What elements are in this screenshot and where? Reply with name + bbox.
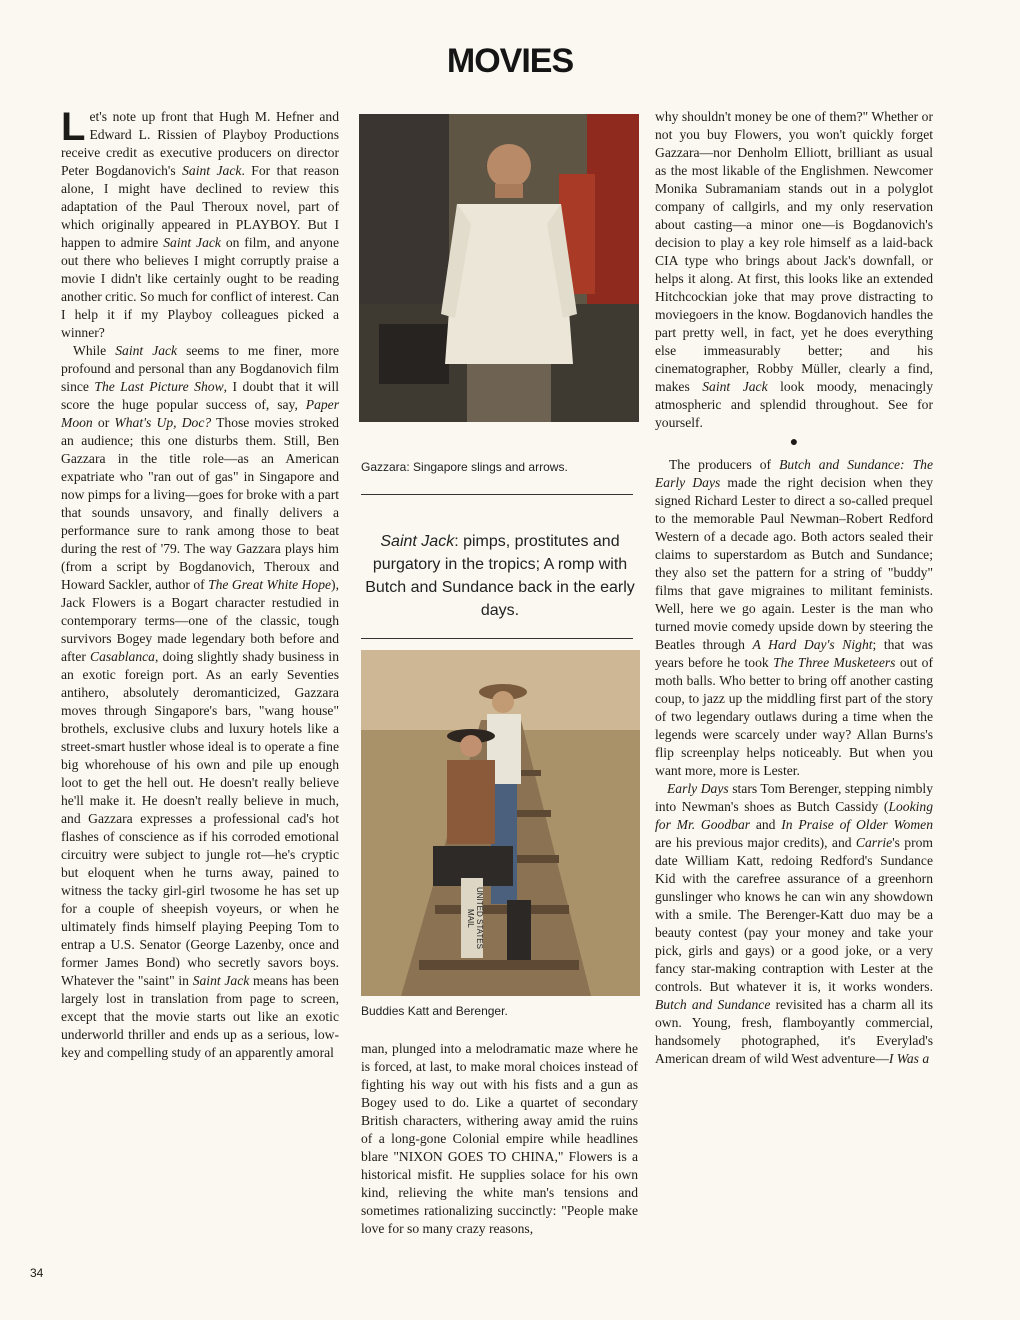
mail-sign: UNITED STATES MAIL <box>466 887 484 949</box>
divider <box>361 638 633 639</box>
pull-quote: Saint Jack: pimps, prostitutes and purgatory in the tropics; A romp with Butch and Sundance back in the early days. <box>365 533 635 619</box>
photo-caption: Gazzara: Singapore slings and arrows. <box>361 460 568 474</box>
section-title: MOVIES <box>446 42 574 80</box>
photo-gazzara <box>359 114 639 422</box>
divider <box>361 494 633 495</box>
section-bullet: ● <box>789 435 799 450</box>
article-column-1 <box>61 105 340 1062</box>
article-column-2 <box>361 1040 638 1238</box>
photo-butch-and-sundance <box>361 650 640 996</box>
page-number: 34 <box>30 1266 44 1280</box>
paragraph: While Saint Jack seems to me finer, more profound and personal than any Bogdanovich film since The Last Picture Show, I doubt that it will score the huge popular success of, say, Paper Moon or What's Up, Doc? Those movies stroked an audience; this one disturbs them. Still, Ben Gazzara in the title role—as an American expatriate who "ran out of gas" in Singapore and now pimps for a living—goes for broke with a part that sounds unsavory, and finally delivers a performance sure to rank among those to beat during the rest of '79. The way Gazzara plays him (from a script by Bogdanovich, Theroux and Howard Sackler, author of The Great White Hope), Jack Flowers is a Bogart character restudied in contemporary terms—one of the classic, tough survivors Bogey made legendary both before and after Casablanca, doing slightly shady business in an exotic foreign port. As an early Seventies antihero, absolutely deromanticized, Gazzara moves through Singapore's bars, "wang house" brothels, exclusive clubs and luxury hotels like a street-smart hustler whose ideal is to operate a fine big whorehouse of his own and pile up enough loot to get the hell out. He doesn't really believe he'll make it. He doesn't really believe in much, and Gazzara expresses a professional cad's hot flashes of conscience as if his corroded emotional circuitry were subject to jungle rot—he's cryptic but eloquent when he turns away, pained to witness the tacky girl-girl twosome he has set up for a couple of sheepish voyeurs, or when he ultimately finds himself playing Peeping Tom to entrap a U.S. Senator (George Lazenby, once and former James Bond) who secretly savors boys. Whatever the "saint" in Saint Jack means has been largely lost in translation from page to screen, except that the movie starts out like an exotic underworld thriller and ends up as a serious, low-key and compelling study of an apparently amoral <box>61 343 339 1060</box>
drop-cap: L <box>61 105 86 149</box>
photo-butch-and-sundance-illustration <box>361 650 640 996</box>
article-column-3 <box>655 108 933 1068</box>
paragraph: The producers of Butch and Sundance: The Early Days made the right decision when they signed Richard Lester to direct a so-called prequel to the memorable Paul Newman–Robert Redford Western of a decade ago. Both actors sealed their claims to superstardom as Butch and Sundance; they also set the pattern for a string of "buddy" films that gave migraines to militant feminists. Well, here we go again. Lester is the man who turned movie comedy upside down by steering the Beatles through A Hard Day's Night; that was years before he took The Three Musketeers out of moth balls. Who better to bring off another casting coup, to jazz up the middling first part of the story of two legendary outlaws during a time when the legends were scarcely under way? Allan Burns's flip screenplay helps noticeably. But when you want more, more is Lester. <box>655 457 933 778</box>
paragraph: Let's note up front that Hugh M. Hefner and Edward L. Rissien of Playboy Productions receive credit as executive producers on director Peter Bogdanovich's Saint Jack. For that reason alone, I might have declined to review this adaptation of the Paul Theroux novel, part of which originally appeared in PLAYBOY. But I happen to admire Saint Jack on film, and anyone out there who believes I might corruptly praise a movie I didn't like certainly ought to be reading another critic. So much for conflict of interest. Can I help it if my Playboy colleagues picked a winner? <box>61 105 340 340</box>
photo-gazzara-illustration <box>359 114 639 422</box>
photo-caption: Buddies Katt and Berenger. <box>361 1004 508 1018</box>
paragraph: why shouldn't money be one of them?" Whether or not you buy Flowers, you won't quickly forget Gazzara—nor Denholm Elliott, brilliant as usual as the most likable of the Englishmen. Newcomer Monika Subramaniam stands out in a polyglot company of callgirls, and my only reservation about casting—a minor one—is Bogdanovich's decision to play a key role himself as a laid-back CIA type who brings about Jack's downfall, or helps it along. At first, this looks like an extended Hitchcockian joke that may prove distracting to moviegoers in the know. Bogdanovich handles the part pretty well, in fact, yet he does everything else immeasurably better; and his cinematographer, Robby Müller, clearly a find, makes Saint Jack look moody, menacingly atmospheric and splendid throughout. See for yourself. <box>655 109 933 430</box>
paragraph: Early Days stars Tom Berenger, stepping nimbly into Newman's shoes as Butch Cassidy (Looking for Mr. Goodbar and In Praise of Older Women are his previous major credits), and Carrie's prom date William Katt, redoing Redford's Sundance Kid with the carefree assurance of a greenhorn gunslinger who knows he can win any showdown with a smile. The Berenger-Katt duo may be a beauty contest (pay your money and take your pick, girls and gays) or a good joke, or a very fancy star-making contraption with Lester at the controls. But whatever it is, it works wonders. Butch and Sundance revisited has a charm all its own. Young, fresh, flamboyantly commercial, handsomely photographed, it's Everylad's American dream of wild West adventure—I Was a <box>655 781 934 1066</box>
paragraph: man, plunged into a melodramatic maze where he is forced, at last, to make moral choices instead of fighting his way out with his fists and a gun as Bogey used to do. Like a quartet of secondary British characters, withering away amid the ruins of a long-gone Colonial empire while headlines blare "NIXON GOES TO CHINA," Flowers is a historical misfit. He supplies solace for his own kind, relieving the white man's tensions and sometimes rationalizing succinctly: "People make love for so many crazy reasons, <box>361 1041 638 1236</box>
